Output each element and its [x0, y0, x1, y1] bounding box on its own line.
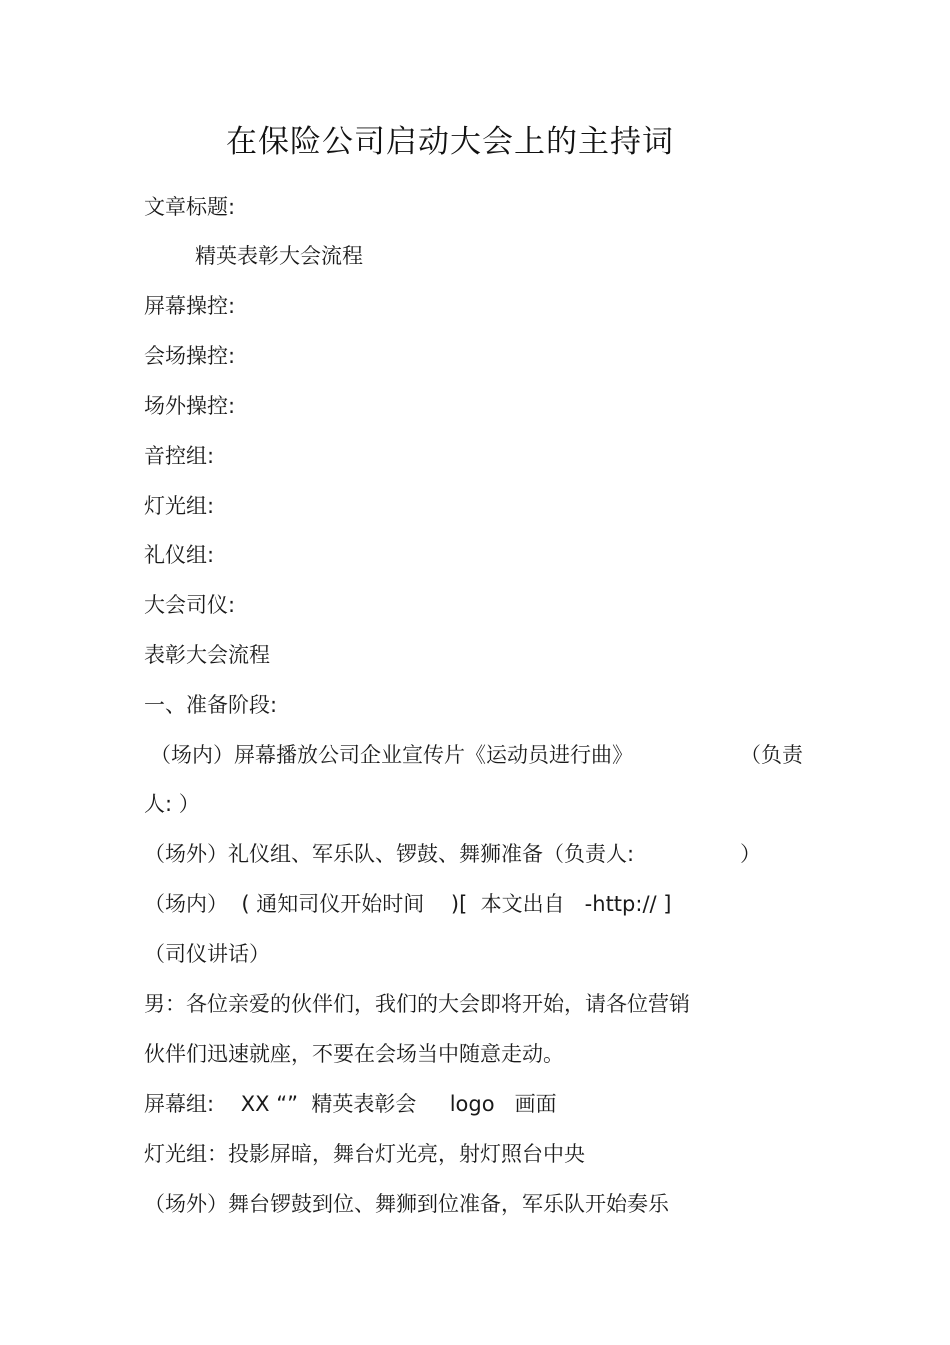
paragraph-line: （场内）屏幕播放公司企业宣传片《运动员进行曲》	[150, 743, 633, 767]
paragraph-line: ）	[740, 842, 761, 866]
venue-control-label: 会场操控:	[144, 344, 236, 368]
paragraph-line: 人: ）	[144, 792, 200, 816]
article-title-value: 精英表彰大会流程	[195, 244, 363, 268]
paragraph-line: （负责	[740, 743, 803, 767]
emcee-label: 大会司仪:	[144, 593, 236, 617]
paragraph-line: （场外）舞台锣鼓到位、舞狮到位准备，军乐队开始奏乐	[144, 1192, 669, 1216]
paragraph-line: （司仪讲话）	[144, 942, 270, 966]
paragraph-line: 屏幕组: XX “” 精英表彰会 logo 画面	[144, 1092, 557, 1116]
paragraph-line: 伙伴们迅速就座，不要在会场当中随意走动。	[144, 1042, 564, 1066]
screen-control-label: 屏幕操控:	[144, 294, 236, 318]
paragraph-line: 灯光组：投影屏暗，舞台灯光亮，射灯照台中央	[144, 1142, 585, 1166]
stage-heading: 一、准备阶段:	[144, 693, 278, 717]
article-title-label: 文章标题:	[144, 195, 236, 219]
sound-team-label: 音控组:	[144, 444, 215, 468]
paragraph-line: （场外）礼仪组、军乐队、锣鼓、舞狮准备（负责人:	[144, 842, 635, 866]
outside-control-label: 场外操控:	[144, 394, 236, 418]
paragraph-line: 男：各位亲爱的伙伴们，我们的大会即将开始，请各位营销	[144, 992, 690, 1016]
lighting-team-label: 灯光组:	[144, 494, 215, 518]
section-heading: 表彰大会流程	[144, 643, 270, 667]
etiquette-team-label: 礼仪组:	[144, 543, 215, 567]
document-title: 在保险公司启动大会上的主持词	[226, 124, 674, 160]
paragraph-line: （场内） ( 通知司仪开始时间 )[ 本文出自 -http:// ]	[144, 892, 672, 916]
